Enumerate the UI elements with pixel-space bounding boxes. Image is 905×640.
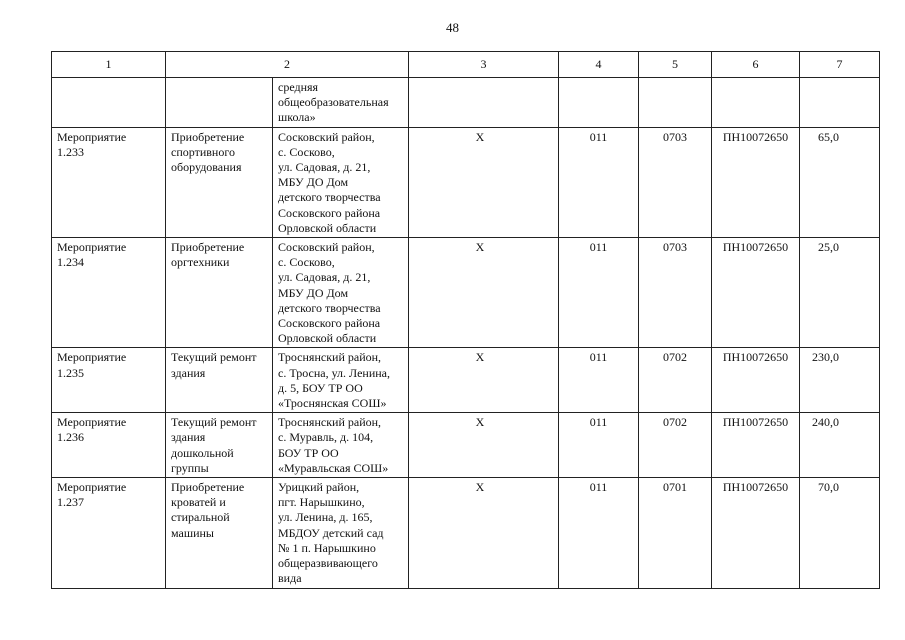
- col4-cell: 011: [559, 478, 639, 588]
- col3-cell: X: [409, 478, 559, 588]
- table-cell: [52, 78, 166, 128]
- table-cell: [800, 78, 880, 128]
- header-row: [52, 52, 880, 78]
- col3-cell: X: [409, 348, 559, 413]
- header-cell: 7: [800, 52, 880, 78]
- col6-cell: ПН10072650: [712, 238, 800, 348]
- table-row: [52, 238, 880, 348]
- col5-cell: 0703: [639, 238, 712, 348]
- address-cell: Урицкий район, пгт. Нарышкино, ул. Ленина, д. 165, МБДОУ детский сад № 1 п. Нарышкино общеразвивающего вида: [273, 478, 409, 588]
- col6-cell: ПН10072650: [712, 127, 800, 237]
- col5-cell: 0701: [639, 478, 712, 588]
- header-cell: 5: [639, 52, 712, 78]
- table-row: [52, 478, 880, 588]
- address-cell: Троснянский район, с. Тросна, ул. Ленина, д. 5, БОУ ТР ОО «Троснянская СОШ»: [273, 348, 409, 413]
- header-cell: 4: [559, 52, 639, 78]
- table-cell: [712, 78, 800, 128]
- col3-cell: X: [409, 238, 559, 348]
- address-cell: средняя общеобразовательная школа»: [273, 78, 409, 128]
- col7-cell: 70,0: [800, 478, 880, 588]
- col4-cell: 011: [559, 348, 639, 413]
- event-cell: Мероприятие 1.237: [52, 478, 166, 588]
- col7-cell: 65,0: [800, 127, 880, 237]
- table-cell: [409, 78, 559, 128]
- event-cell: Мероприятие 1.236: [52, 413, 166, 478]
- event-cell: Мероприятие 1.235: [52, 348, 166, 413]
- budget-table: [51, 51, 880, 589]
- name-cell: Текущий ремонт здания дошкольной группы: [166, 413, 273, 478]
- col3-cell: X: [409, 127, 559, 237]
- col7-cell: 230,0: [800, 348, 880, 413]
- page-number: 48: [446, 20, 459, 35]
- name-cell: Приобретение оргтехники: [166, 238, 273, 348]
- table-row: [52, 348, 880, 413]
- col6-cell: ПН10072650: [712, 478, 800, 588]
- table-cell: [166, 78, 273, 128]
- event-cell: Мероприятие 1.234: [52, 238, 166, 348]
- event-cell: Мероприятие 1.233: [52, 127, 166, 237]
- col3-cell: X: [409, 413, 559, 478]
- col6-cell: ПН10072650: [712, 348, 800, 413]
- header-cell: 2: [166, 52, 409, 78]
- address-cell: Сосковский район, с. Сосково, ул. Садовая, д. 21, МБУ ДО Дом детского творчества Сосковского района Орловской области: [273, 127, 409, 237]
- col4-cell: 011: [559, 413, 639, 478]
- table-cell: [639, 78, 712, 128]
- col4-cell: 011: [559, 127, 639, 237]
- header-cell: 3: [409, 52, 559, 78]
- col7-cell: 240,0: [800, 413, 880, 478]
- name-cell: Приобретение спортивного оборудования: [166, 127, 273, 237]
- table-row: [52, 127, 880, 237]
- address-cell: Троснянский район, с. Муравль, д. 104, БОУ ТР ОО «Муравльская СОШ»: [273, 413, 409, 478]
- table-row: [52, 413, 880, 478]
- col5-cell: 0702: [639, 348, 712, 413]
- col4-cell: 011: [559, 238, 639, 348]
- address-cell: Сосковский район, с. Сосково, ул. Садовая, д. 21, МБУ ДО Дом детского творчества Сосковского района Орловской области: [273, 238, 409, 348]
- name-cell: Текущий ремонт здания: [166, 348, 273, 413]
- header-cell: 1: [52, 52, 166, 78]
- header-cell: 6: [712, 52, 800, 78]
- col7-cell: 25,0: [800, 238, 880, 348]
- col5-cell: 0702: [639, 413, 712, 478]
- table-cell: [559, 78, 639, 128]
- table-row: [52, 78, 880, 128]
- col5-cell: 0703: [639, 127, 712, 237]
- name-cell: Приобретение кроватей и стиральной машины: [166, 478, 273, 588]
- col6-cell: ПН10072650: [712, 413, 800, 478]
